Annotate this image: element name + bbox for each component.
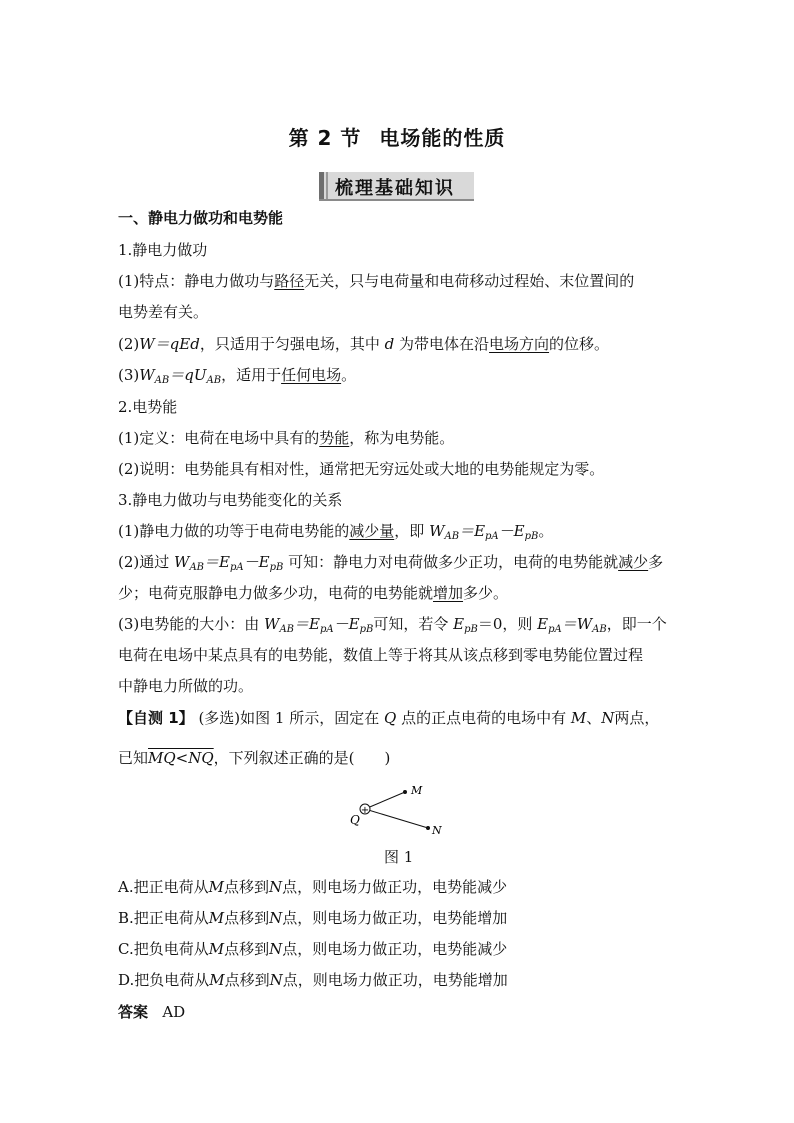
banner-bar-thin: [326, 172, 328, 199]
label-m: M: [411, 784, 423, 797]
para-explanation: (2)说明：电势能具有相对性，通常把无穷远处或大地的电势能规定为零。: [118, 460, 605, 478]
figure-1: [340, 778, 450, 840]
option-b: B.把正电荷从M点移到N点，则电场力做正功，电势能增加: [118, 909, 508, 927]
para-formula-w: (2)W＝qEd，只适用于匀强电场，其中 d 为带电体在沿电场方向的位移。: [118, 335, 610, 353]
para-relation-3-cont: 电荷在电场中某点具有的电势能，数值上等于将其从该点移到零电势能位置过程: [118, 646, 644, 664]
option-a: A.把正电荷从M点移到N点，则电场力做正功，电势能减少: [118, 878, 508, 896]
subheading-2: 2.电势能: [118, 398, 178, 416]
subheading-1: 1.静电力做功: [118, 241, 208, 259]
banner-text: 梳理基础知识: [335, 178, 455, 199]
answer-label: 答案: [118, 1003, 149, 1021]
underlined-answer: 减少: [618, 553, 649, 571]
option-d: D.把负电荷从M点移到N点，则电场力做正功，电势能增加: [118, 971, 508, 989]
section-banner: [319, 172, 474, 201]
para-feature-cont: 电势差有关。: [118, 303, 209, 321]
para-relation-3-end: 中静电力所做的功。: [118, 677, 254, 695]
answer-value: AD: [162, 1003, 186, 1021]
label-n: N: [432, 824, 442, 837]
section-number: 第 2 节: [288, 126, 362, 150]
para-relation-2: (2)通过 $W_{AB}=E_{pA}-E_{pB}$ 可知：静电力对电荷做多少正功，电荷的电势能就减少多: [118, 553, 664, 573]
plus-sign: +: [360, 805, 370, 816]
para-relation-3: (3)电势能的大小：由 $W_{AB}=E_{pA}-E_{pB}$可知，若令 $E_{pB}=0$，则 $E_{pA}=W_{AB}$，即一个: [118, 615, 667, 635]
underlined-answer: 增加: [433, 584, 464, 602]
figure-caption: 图 1: [384, 848, 414, 866]
page-title: [0, 122, 794, 151]
para-definition: (1)定义：电荷在电场中具有的势能，称为电势能。: [118, 429, 455, 447]
para-relation-1: (1)静电力做的功等于电荷电势能的减少量，即 $W_{AB}=E_{pA}-E_{pB}$。: [118, 522, 554, 542]
heading-1: 一、静电力做功和电势能: [118, 209, 284, 227]
para-formula-wab: $(3)W_{AB}=qU_{AB}$，适用于任何电场。: [118, 366, 357, 386]
underlined-answer: 路径: [274, 272, 305, 290]
point-n: [426, 826, 430, 830]
underlined-answer: 减少量: [349, 522, 395, 540]
answer-line: [118, 1002, 185, 1022]
underlined-answer: 势能: [319, 429, 350, 447]
quiz-question-cont: 已知MQ<NQ，下列叙述正确的是( ): [118, 749, 391, 767]
option-c: C.把负电荷从M点移到N点，则电场力做正功，电势能减少: [118, 940, 508, 958]
formula: W＝qEd: [139, 335, 200, 353]
quiz-question: 【自测 1】 (多选)如图 1 所示，固定在 Q 点的正点电荷的电场中有 M、N两点，: [118, 709, 660, 727]
quiz-tag: 【自测 1】: [118, 709, 194, 727]
underlined-answer: 任何电场: [281, 366, 342, 384]
subheading-3: 3.静电力做功与电势能变化的关系: [118, 491, 343, 509]
underlined-answer: 电场方向: [489, 335, 550, 353]
section-name: 电场能的性质: [379, 126, 506, 150]
condition: MQ<NQ: [148, 749, 214, 767]
line-qm: [365, 792, 405, 809]
line-qn: [365, 809, 428, 828]
para-feature: (1)特点：静电力做功与路径无关，只与电荷量和电荷移动过程始、末位置间的: [118, 272, 635, 290]
point-m: [403, 790, 407, 794]
banner-bar: [319, 172, 324, 199]
para-relation-2-cont: 少；电荷克服静电力做多少功，电荷的电势能就增加多少。: [118, 584, 509, 602]
label-q: Q: [350, 813, 360, 827]
